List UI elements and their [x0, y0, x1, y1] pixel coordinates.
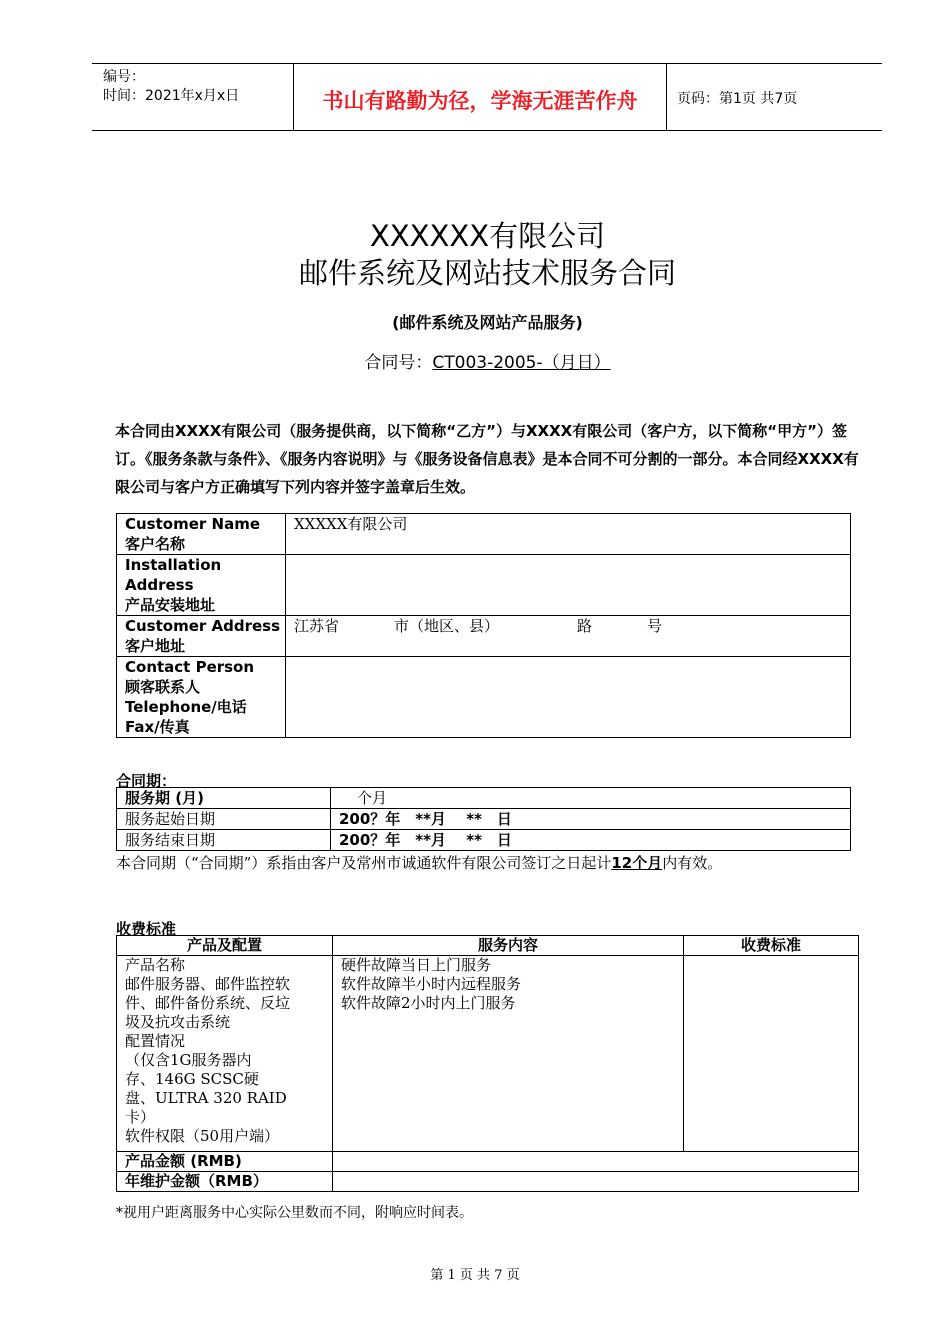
label-en: Contact Person	[125, 658, 255, 676]
contract-number-label: 合同号：	[364, 353, 433, 373]
service-period-value: 个月	[331, 788, 851, 809]
product-line: 邮件服务器、邮件监控软	[125, 975, 291, 993]
customer-name-value: XXXXX有限公司	[286, 514, 851, 555]
doc-time-label: 时间：2021年x月x日	[103, 88, 240, 104]
table-row	[117, 788, 851, 809]
table-row	[117, 1152, 859, 1172]
table-row	[117, 616, 851, 657]
customer-name-label	[117, 514, 286, 555]
contract-period-note	[116, 852, 722, 873]
table-row	[117, 809, 851, 830]
installation-address-label	[117, 555, 286, 616]
label-cn: 产品安装地址	[125, 596, 216, 614]
page-footer: 第 1 页 共 7 页	[430, 1268, 520, 1283]
table-header-row	[117, 936, 859, 956]
header-divider	[666, 63, 667, 131]
maintenance-amount-label: 年维护金额（RMB）	[117, 1172, 333, 1192]
product-amount-value	[333, 1152, 859, 1172]
contract-number	[0, 348, 950, 373]
header-bottom-rule	[92, 130, 882, 131]
company-title: XXXXXX有限公司	[369, 219, 606, 253]
product-amount-label: 产品金额 (RMB)	[117, 1152, 333, 1172]
end-date-label: 服务结束日期	[117, 830, 331, 851]
label-en: Customer Address	[125, 617, 281, 635]
table-row	[117, 514, 851, 555]
customer-info-table	[116, 513, 851, 738]
note-text: 内有效。	[662, 854, 723, 872]
label-fax: Fax/传真	[125, 718, 190, 736]
product-config-cell	[117, 956, 333, 1152]
contact-value	[286, 657, 851, 738]
table-row	[117, 1172, 859, 1192]
label-cn: 客户地址	[125, 637, 186, 655]
address-number: 号	[647, 617, 663, 635]
address-city: 市（地区、县）	[394, 617, 500, 635]
header-fee: 收费标准	[684, 936, 859, 956]
start-date-label: 服务起始日期	[117, 809, 331, 830]
table-row	[117, 657, 851, 738]
header-product: 产品及配置	[117, 936, 333, 956]
header-top-rule	[92, 63, 882, 64]
footnote: *视用户距离服务中心实际公里数而不同，附响应时间表。	[116, 1205, 473, 1221]
customer-address-value	[286, 616, 851, 657]
table-row	[117, 555, 851, 616]
customer-address-label	[117, 616, 286, 657]
product-line: 存、146G SCSC硬	[125, 1070, 259, 1088]
service-line: 软件故障半小时内远程服务	[341, 975, 522, 993]
product-line: 盘、ULTRA 320 RAID	[125, 1089, 287, 1107]
label-cn: 顾客联系人	[125, 678, 201, 696]
service-line: 硬件故障当日上门服务	[341, 956, 492, 974]
header-motto: 书山有路勤为径，学海无涯苦作舟	[322, 89, 638, 113]
contact-label	[117, 657, 286, 738]
label-cn: 客户名称	[125, 535, 186, 553]
fee-standard-cell	[684, 956, 859, 1152]
label-en: Installation Address	[125, 556, 222, 594]
address-province: 江苏省	[294, 617, 340, 635]
address-road: 路	[577, 617, 593, 635]
service-period-label: 服务期 (月)	[117, 788, 331, 809]
product-line: 件、邮件备份系统、反垃	[125, 994, 291, 1012]
contract-period-label: 合同期：	[116, 772, 177, 790]
product-line: 配置情况	[125, 1032, 186, 1050]
header-divider	[293, 63, 294, 131]
product-line: 产品名称	[125, 956, 186, 974]
start-date-value: 200？年 **月 ** 日	[331, 809, 851, 830]
header-service: 服务内容	[333, 936, 684, 956]
intro-paragraph: 本合同由XXXX有限公司（服务提供商，以下简称“乙方”）与XXXX有限公司（客户方，以下简称“甲方”）签订。《服务条款与条件》、《服务内容说明》与《服务设备信息表》是本合同不可分割的一部分。本合同经XXXX有限公司与客户方正确填写下列内容并签字盖章后生效。	[115, 422, 859, 496]
label-telephone: Telephone/电话	[125, 698, 247, 716]
contract-subtitle: (邮件系统及网站产品服务)	[392, 313, 583, 332]
note-emphasis: 12个月	[611, 854, 663, 872]
product-line: （仅含1G服务器内	[125, 1051, 252, 1069]
product-line: 圾及抗攻击系统	[125, 1013, 231, 1031]
table-row	[117, 830, 851, 851]
product-line: 软件权限（50用户端）	[125, 1127, 280, 1145]
product-line: 卡）	[125, 1108, 156, 1126]
doc-number-label: 编号：	[103, 69, 145, 85]
service-line: 软件故障2小时内上门服务	[341, 994, 516, 1012]
end-date-value: 200？年 **月 ** 日	[331, 830, 851, 851]
page-info: 页码：第1页 共7页	[677, 91, 798, 107]
table-row	[117, 956, 859, 1152]
contract-period-table	[116, 787, 851, 851]
installation-address-value	[286, 555, 851, 616]
contract-title: 邮件系统及网站技术服务合同	[298, 256, 676, 290]
contract-number-value: CT003-2005-（月日）	[432, 353, 611, 373]
service-content-cell	[333, 956, 684, 1152]
fee-section-label: 收费标准	[116, 920, 177, 938]
note-text: 本合同期（“合同期”）系指由客户及常州市诚通软件有限公司签订之日起计	[116, 854, 612, 872]
label-en: Customer Name	[125, 515, 260, 533]
maintenance-amount-value	[333, 1172, 859, 1192]
fee-table	[116, 935, 859, 1192]
